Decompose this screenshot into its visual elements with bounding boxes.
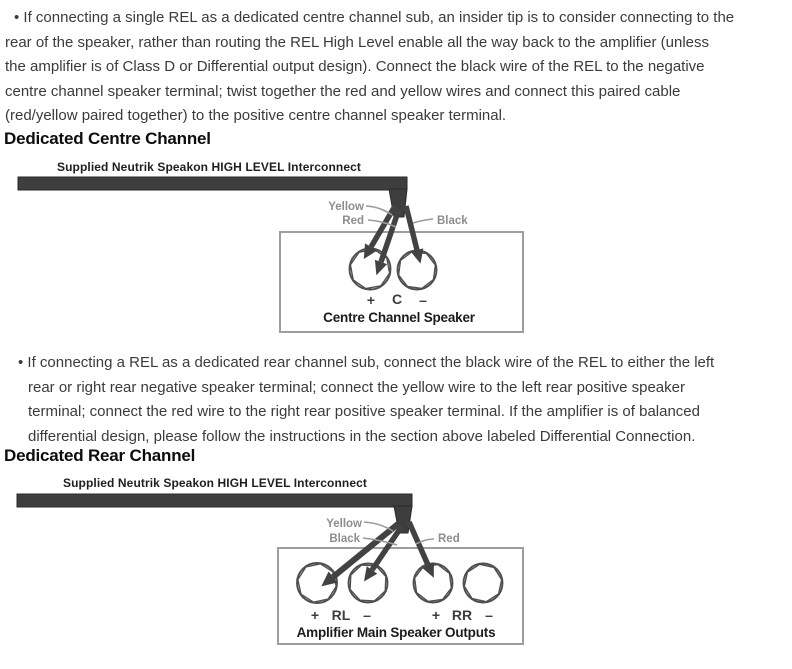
text-line: rear of the speaker, rather than routing the REL High Level enable all the way back to the amplifier (unless xyxy=(5,33,710,51)
rear-intro-paragraph xyxy=(18,351,714,449)
plus-label: + xyxy=(366,292,376,308)
rl-plus-label: + xyxy=(310,607,320,623)
diagram-title: Supplied Neutrik Speakon HIGH LEVEL Interconnect xyxy=(63,476,367,490)
amplifier-outputs-caption: Amplifier Main Speaker Outputs xyxy=(296,625,496,640)
black-label-pointer xyxy=(413,219,433,223)
centre-intro-paragraph xyxy=(5,6,734,129)
rr-label: RR xyxy=(451,607,473,623)
channel-label: C xyxy=(391,291,403,307)
yellow-wire-label: Yellow xyxy=(328,201,364,213)
rl-label: RL xyxy=(331,607,351,623)
centre-channel-diagram xyxy=(0,158,792,340)
red-wire-label: Red xyxy=(342,215,364,227)
diagram-title: Supplied Neutrik Speakon HIGH LEVEL Interconnect xyxy=(57,160,361,174)
yellow-wire-label: Yellow xyxy=(326,518,362,530)
text-line: differential design, please follow the instructions in the section above labeled Differential Connection. xyxy=(28,427,696,445)
centre-speaker-caption: Centre Channel Speaker xyxy=(323,310,475,325)
rear-heading: Dedicated Rear Channel xyxy=(4,446,196,465)
text-line: centre channel speaker terminal; twist together the red and yellow wires and connect this paired cable xyxy=(5,82,681,100)
text-line: (red/yellow paired together) to the positive centre channel speaker terminal. xyxy=(5,107,507,124)
text-line: rear or right rear negative speaker terminal; connect the yellow wire to the left rear positive speaker xyxy=(28,378,685,396)
black-wire-label: Black xyxy=(329,533,360,545)
rl-minus-label: – xyxy=(363,607,371,623)
rear-channel-diagram xyxy=(0,472,792,669)
minus-label: – xyxy=(419,292,427,308)
text-line: the amplifier is of Class D or Differential output design). Connect the black wire of the REL to the negative xyxy=(5,58,705,75)
text-line: • If connecting a REL as a dedicated rear channel sub, connect the black wire of the REL to either the left xyxy=(18,354,715,371)
black-wire-label: Black xyxy=(437,215,468,227)
red-wire-label: Red xyxy=(438,533,460,545)
rr-plus-label: + xyxy=(431,607,441,623)
terminal-rr-negative xyxy=(464,564,503,603)
rr-minus-label: – xyxy=(485,607,493,623)
text-line: terminal; connect the red wire to the right rear positive speaker terminal. If the amplifier is of balanced xyxy=(28,403,700,420)
text-line: • If connecting a single REL as a dedicated centre channel sub, an insider tip is to consider connecting to the xyxy=(14,9,735,26)
centre-heading: Dedicated Centre Channel xyxy=(4,129,211,148)
